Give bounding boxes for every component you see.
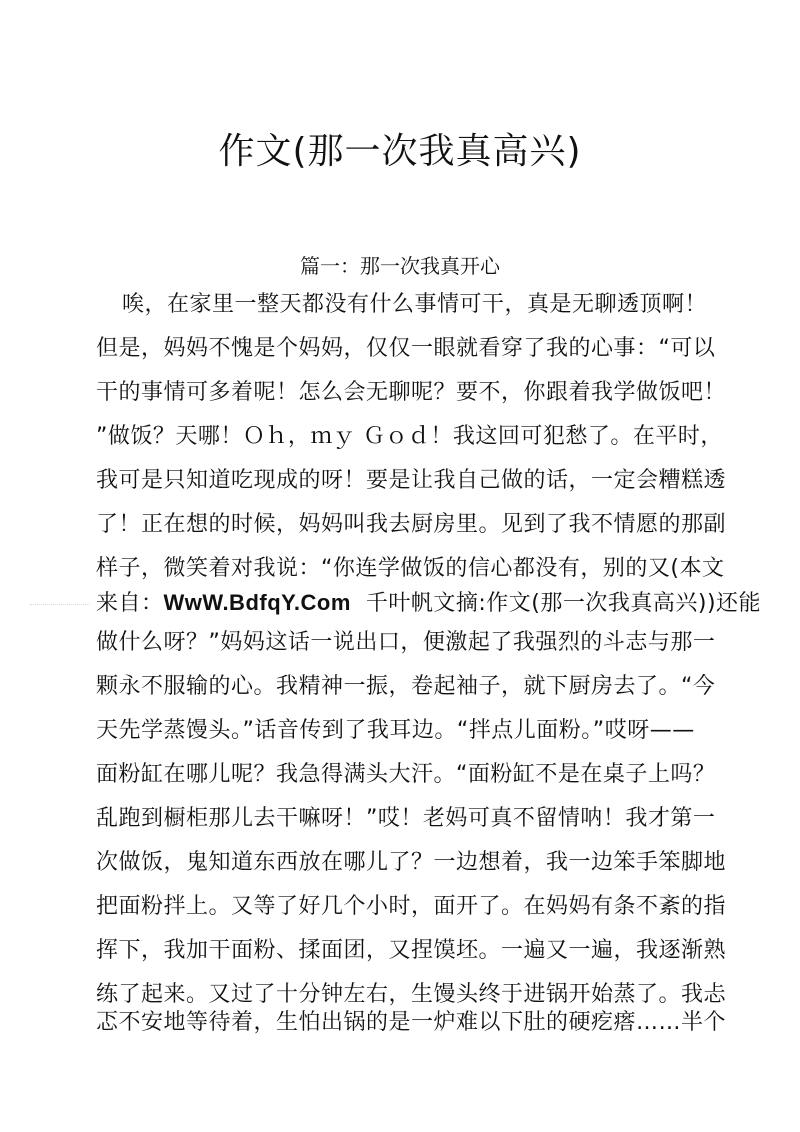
body-line: 了！正在想的时候，妈妈叫我去厨房里。见到了我不情愿的那副	[96, 512, 727, 537]
body-line: 唉，在家里一整天都没有什么事情可干，真是无聊透顶啊！	[122, 292, 708, 317]
body-line: 挥下，我加干面粉、揉面团，又捏馍坯。一遍又一遍，我逐渐熟	[96, 938, 727, 963]
document-title: 作文(那一次我真高兴)	[218, 131, 582, 173]
body-line: 把面粉拌上。又等了好几个小时，面开了。在妈妈有条不紊的指	[96, 894, 727, 919]
source-url[interactable]: WwW.BdfqY.Com	[163, 590, 351, 615]
body-line: 面粉缸在哪儿呢？我急得满头大汗。“面粉缸不是在桌子上吗？	[96, 762, 716, 787]
body-line: 干的事情可多着呢！怎么会无聊呢？要不，你跟着我学做饭吧！	[96, 380, 727, 405]
body-line: 样子，微笑着对我说：“你连学做饭的信心都没有，别的又(本文	[96, 556, 725, 581]
body-line: 天先学蒸馒头。”话音传到了我耳边。“拌点儿面粉。”哎呀——	[96, 718, 695, 743]
body-line: ”做饭？天哪！Ｏｈ，ｍｙ Ｇｏｄ！我这回可犯愁了。在平时，	[96, 424, 723, 449]
body-line: 练了起来。又过了十分钟左右，生馒头终于进锅开始蒸了。我忐	[96, 982, 727, 1007]
body-line: 次做饭，鬼知道东西放在哪儿了？一边想着，我一边笨手笨脚地	[96, 850, 727, 875]
body-line-source	[96, 588, 762, 619]
body-line: 但是，妈妈不愧是个妈妈，仅仅一眼就看穿了我的心事：“可以	[96, 336, 716, 361]
body-line: 做什么呀？”妈妈这话一说出口，便激起了我强烈的斗志与那一	[96, 630, 716, 655]
body-line: 乱跑到橱柜那儿去干嘛呀！”哎！老妈可真不留情呐！我才第一	[96, 806, 716, 831]
source-prefix: 来自：	[96, 591, 164, 616]
body-line: 忑不安地等待着，生怕出锅的是一炉难以下肚的硬疙瘩……半个	[96, 1010, 727, 1035]
body-line: 我可是只知道吃现成的呀！要是让我自己做的话，一定会糟糕透	[96, 468, 727, 493]
body-line: 颗永不服输的心。我精神一振，卷起袖子，就下厨房去了。“今	[96, 674, 716, 699]
dotted-margin-mark	[30, 604, 90, 605]
source-suffix: 千叶帆文摘:作文(那一次我真高兴))还能	[350, 591, 762, 616]
section-heading: 篇一：那一次我真开心	[300, 254, 500, 278]
